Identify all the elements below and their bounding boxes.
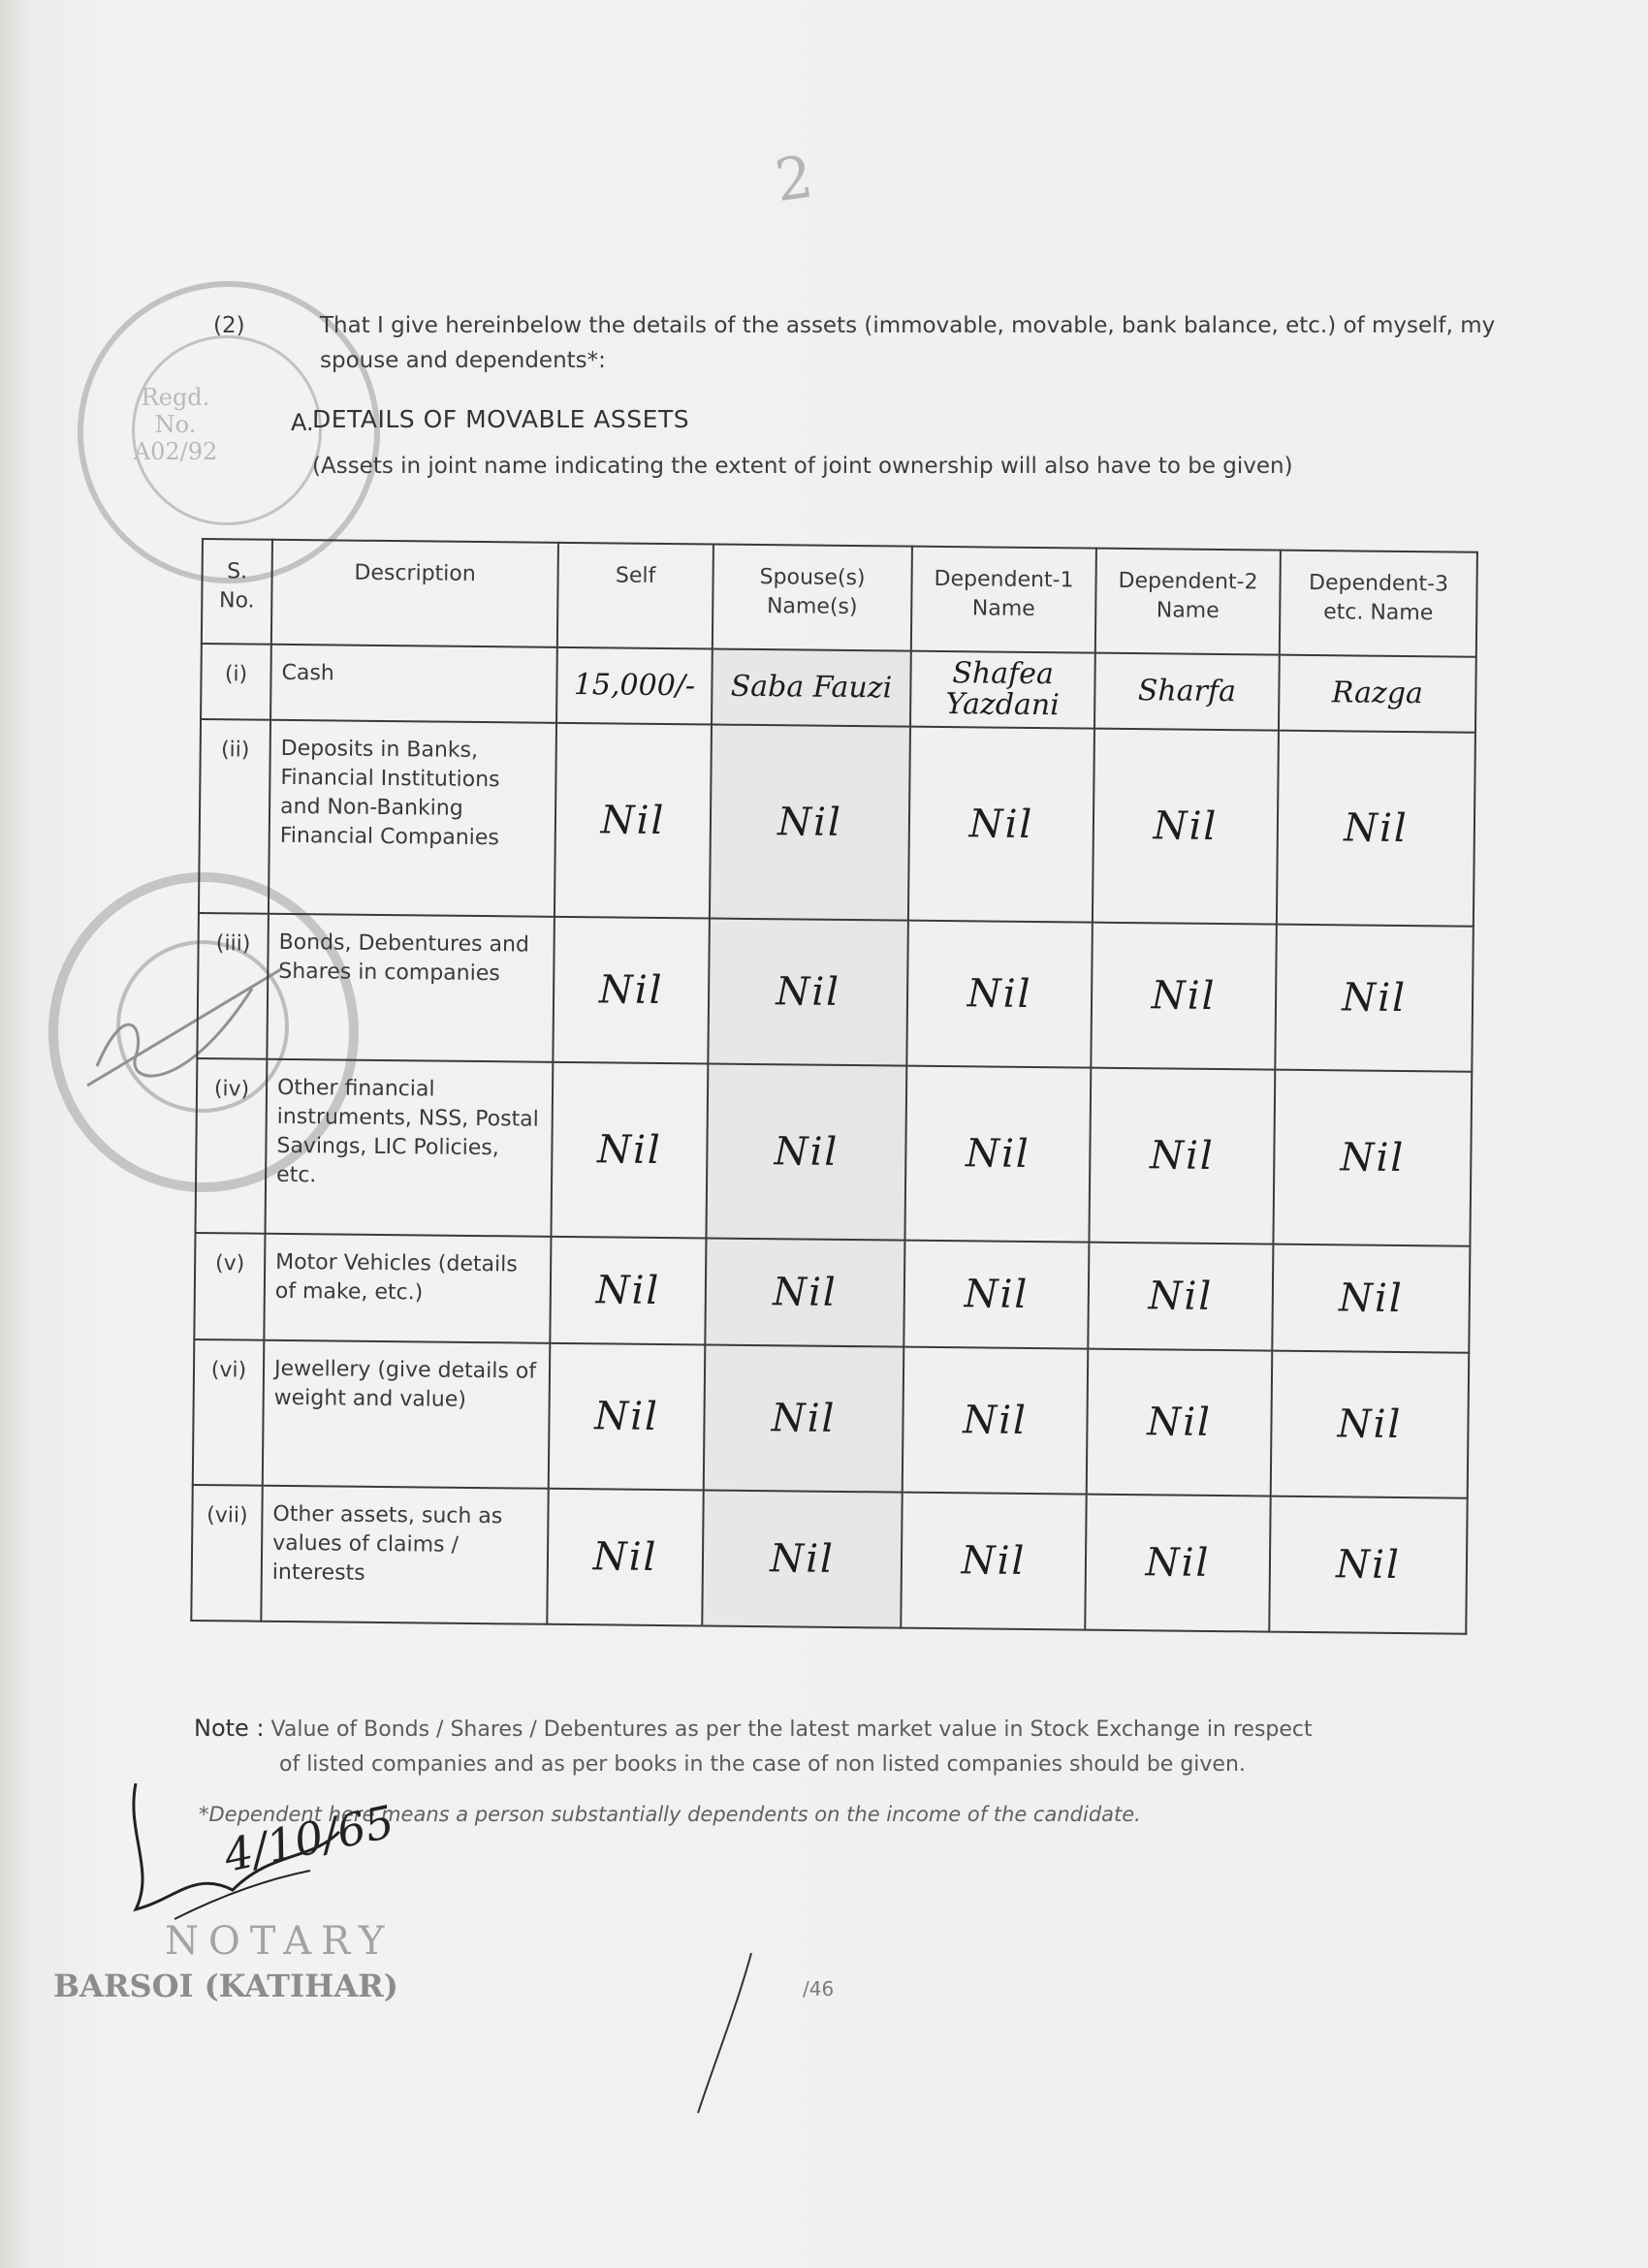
header-spouse: Spouse(s) Name(s) [713,545,912,651]
cell-dependent-3: Nil [1275,925,1474,1072]
cell-self: 15,000/- [556,647,713,725]
table-row [199,719,1475,927]
movable-assets-table-wrapper [190,538,1476,1652]
declaration-number: (2) [213,313,245,338]
cell-dependent-2: Nil [1085,1495,1270,1632]
seal-text [122,384,229,465]
cell-self: Nil [550,1237,706,1345]
row-sno: (vi) [193,1339,265,1486]
notary-stamp-title: NOTARY [165,1919,395,1964]
cell-spouse: Saba Fauzi [712,649,911,727]
header-self: Self [557,543,713,649]
row-sno: (i) [201,644,271,720]
row-sno: (vii) [191,1485,262,1622]
cell-dependent-1: Nil [903,1241,1089,1349]
row-description: Other financial instruments, NSS, Postal Savings, LIC Policies, etc. [265,1059,553,1237]
cell-self: Nil [551,1062,708,1239]
cell-dependent-2: Nil [1091,923,1277,1070]
cell-self: Nil [549,1343,706,1491]
cell-dependent-2: Nil [1088,1243,1273,1351]
row-description: Bonds, Debentures and Shares in companies [267,914,555,1062]
section-title: DETAILS OF MOVABLE ASSETS [312,405,690,433]
dependent-definition: *Dependent here means a person substantially dependents on the income of the candidate. [199,1803,1141,1826]
table-row [193,1339,1469,1498]
seal-regd-label: Regd. No. [141,384,210,438]
table-row [194,1233,1470,1353]
cell-dependent-3: Nil [1271,1351,1470,1498]
pen-stroke [679,1948,776,2123]
cell-dependent-1: Nil [901,1493,1086,1630]
note-line-2: of listed companies and as per books in the case of non listed companies should be given. [279,1752,1246,1777]
header-dependent-3: Dependent-3 etc. Name [1280,551,1477,657]
header-description: Description [271,540,558,647]
row-sno: (iii) [197,913,269,1059]
cell-dependent-3: Nil [1277,731,1475,927]
cell-spouse: Nil [705,1238,904,1346]
cell-spouse: Nil [706,1063,906,1240]
cell-dependent-1: Nil [908,727,1094,923]
notary-date: 4/10/65 [219,1795,399,1882]
page-number: /46 [803,1977,835,2000]
declaration-text: That I give hereinbelow the details of the assets (immovable, movable, bank balance, etc.) of myself, my spouse and dependents*: [320,313,1496,373]
cell-dependent-2: Nil [1089,1068,1275,1244]
row-description: Cash [270,645,557,723]
section-subtitle: (Assets in joint name indicating the extent of joint ownership will also have to be given) [312,454,1293,479]
header-dependent-1: Dependent-1 Name [911,547,1096,653]
cell-self: Nil [555,723,712,919]
cell-dependent-2: Nil [1087,1349,1273,1496]
header-dependent-2: Dependent-2 Name [1095,549,1281,655]
table-header-row [202,539,1477,657]
cell-dependent-1: Nil [904,1066,1091,1243]
cell-dependent-1: Nil [906,921,1093,1068]
row-description: Deposits in Banks, Financial Institutions and Non-Banking Financial Companies [269,720,556,917]
row-description: Other assets, such as values of claims / interests [261,1486,548,1624]
row-description: Jewellery (give details of weight and value) [263,1340,551,1489]
cell-self: Nil [547,1489,703,1626]
section-letter: A. [291,409,314,436]
row-sno: (v) [194,1233,265,1340]
cell-dependent-2: Sharfa [1094,653,1280,731]
declaration-paragraph [213,308,1512,378]
cell-dependent-3: Razga [1279,655,1476,733]
cell-self: Nil [553,917,710,1064]
note-line-1: Value of Bonds / Shares / Debentures as per the latest market value in Stock Exchange in respect [270,1717,1313,1742]
table-row [201,644,1476,733]
cell-spouse: Nil [704,1344,904,1492]
cell-spouse: Nil [702,1490,902,1627]
row-sno: (ii) [199,719,270,914]
row-description: Motor Vehicles (details of make, etc.) [264,1234,551,1343]
notary-stamp-place: BARSOI (KATIHAR) [53,1968,398,2004]
cell-dependent-3: Nil [1269,1496,1467,1634]
movable-assets-table [190,538,1478,1635]
cell-dependent-2: Nil [1093,729,1279,925]
handwritten-page-number: 2 [771,142,817,216]
row-sno: (iv) [195,1058,267,1234]
cell-spouse: Nil [710,725,910,921]
cell-spouse: Nil [708,919,908,1066]
cell-dependent-1: Shafea Yazdani [910,651,1095,729]
header-sno: S. No. [202,539,272,645]
cell-dependent-3: Nil [1272,1244,1470,1353]
table-row [197,913,1473,1072]
table-row [191,1485,1467,1634]
table-row [195,1058,1472,1246]
cell-dependent-3: Nil [1273,1070,1472,1246]
seal-regd-number: A02/92 [133,438,218,465]
cell-dependent-1: Nil [903,1347,1089,1495]
note-label: Note : [194,1715,265,1742]
